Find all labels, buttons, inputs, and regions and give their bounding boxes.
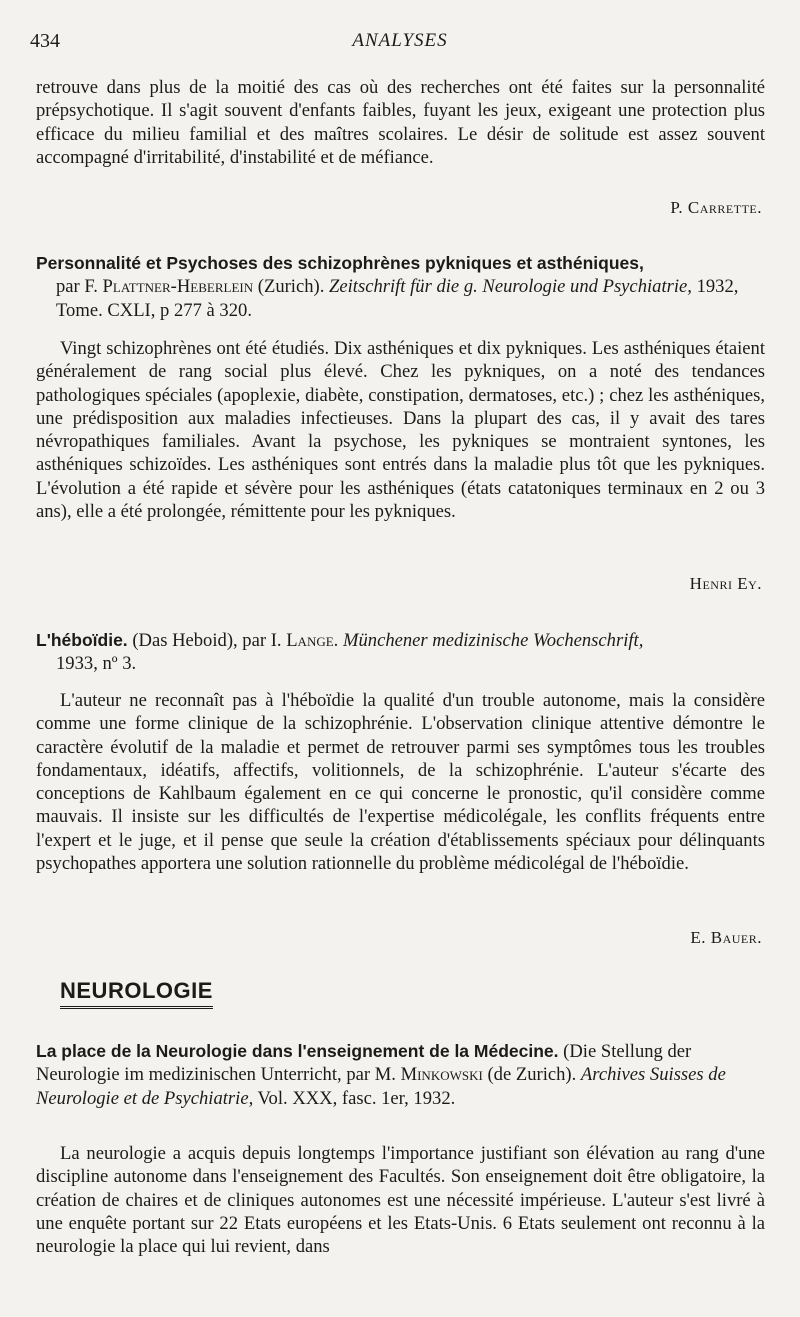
journal-reference: Vol. XXX, fasc. 1er, 1932. bbox=[257, 1087, 456, 1109]
article-title: L'héboïdie. bbox=[36, 630, 128, 650]
running-title: ANALYSES bbox=[352, 30, 448, 51]
article-heading: L'héboïdie. (Das Heboid), par I. Lange. Münchener medizinische Wochenschrift, 1933, nº 3. bbox=[36, 629, 765, 676]
page-number: 434 bbox=[30, 30, 60, 52]
section-heading: NEUROLOGIE bbox=[60, 978, 213, 1009]
journal-reference: 1933, nº 3. bbox=[56, 653, 137, 675]
article-author: Lange. bbox=[286, 630, 339, 651]
review-signature: E. Bauer. bbox=[690, 928, 762, 947]
journal-name: Zeitschrift für die g. Neurologie und Psychiatrie, bbox=[329, 276, 692, 298]
article-heading: Personnalité et Psychoses des schizophrènes pykniques et asthéniques, par F. Plattner-Heberlein (Zurich). Zeitschrift für die g. Neurologie und Psychiatrie, 1932, Tome. CXLI, p 277 à 320. bbox=[36, 253, 739, 321]
journal-name: Archives Suisses de Neurologie et de Psychiatrie, bbox=[36, 1064, 726, 1109]
review-signature: P. Carrette. bbox=[670, 198, 762, 217]
journal-reference: 1932, Tome. CXLI, p 277 à 320. bbox=[56, 276, 739, 321]
page-header bbox=[30, 30, 770, 58]
article-title: La place de la Neurologie dans l'enseignement de la Médecine. bbox=[36, 1041, 559, 1061]
review-body: L'auteur ne reconnaît pas à l'héboïdie la qualité d'un trouble autonome, mais la considère comme une forme clinique de la schizophrénie. L'observation clinique attentive démontre le caractère évolutif de la maladie et permet de retrouver parmi ses symptômes tous les troubles fondamentaux, idéatifs, affectifs, volitionnels, de la schizophrénie. L'auteur s'écarte des conceptions de Kahlbaum également en ce qui concerne le pronostic, qu'il considère comme mauvais. Il insiste sur les difficultés de l'expertise médicolégale, les conflits fréquents entre l'expert et le juge, et il pense que seule la création d'établissements spéciaux pour délinquants psychopathes apportera une solution rationnelle du problème médicolégal de l'héboïdie. bbox=[36, 690, 765, 875]
article-heading: La place de la Neurologie dans l'enseignement de la Médecine. (Die Stellung der Neurologie im medizinischen Unterricht, par M. Minkowski (de Zurich). Archives Suisses de Neurologie et de Psychiatrie, Vol. XXX, fasc. 1er, 1932. bbox=[36, 1041, 726, 1109]
article-title: Personnalité et Psychoses des schizophrènes pykniques et asthéniques, bbox=[36, 253, 644, 273]
review-signature: Henri Ey. bbox=[689, 574, 762, 593]
article-author: Plattner-Heberlein bbox=[102, 276, 254, 298]
journal-name: Münchener medizinische Wochenschrift, bbox=[342, 630, 644, 651]
review-body: La neurologie a acquis depuis longtemps l'importance justifiant son élévation au rang d'une discipline autonome dans l'enseignement des Facultés. Son enseignement doit être obligatoire, la création de chaires et de cliniques autonomes est une nécessité impérieuse. L'auteur s'est livré à une enquête portant sur 22 Etats européens et les Etats-Unis. 6 Etats seulement ont reconnu à la neurologie la place qui lui revient, dans bbox=[36, 1143, 765, 1258]
review-body: Vingt schizophrènes ont été étudiés. Dix asthéniques et dix pykniques. Les asthéniques étaient généralement de rang social plus élevé. Chez les pykniques, on a noté des tendances pathologiques spéciales (apoplexie, diabète, constipation, dermatoses, etc.) ; chez les asthéniques, une prédisposition aux maladies infectieuses. Dans la plupart des cas, il y avait des tares névropathiques familiales. Avant la psychose, les pykniques se montraient syntones, les asthéniques schizoïdes. Les asthéniques sont entrés dans la maladie plus tôt que les pykniques. L'évolution a été rapide et sévère pour les asthéniques (états catatoniques terminaux en 2 ou 3 ans), elle a été prolongée, rémittente pour les pykniques. bbox=[36, 338, 765, 523]
review-body: retrouve dans plus de la moitié des cas où des recherches ont été faites sur la personnalité prépsychotique. Il s'agit souvent d'enfants faibles, fuyant les jeux, exigeant une protection plus efficace du milieu familial et des maîtres scolaires. Le désir de solitude est assez souvent accompagné d'irritabilité, d'instabilité et de méfiance. bbox=[36, 77, 765, 168]
article-author: Minkowski bbox=[400, 1064, 483, 1086]
